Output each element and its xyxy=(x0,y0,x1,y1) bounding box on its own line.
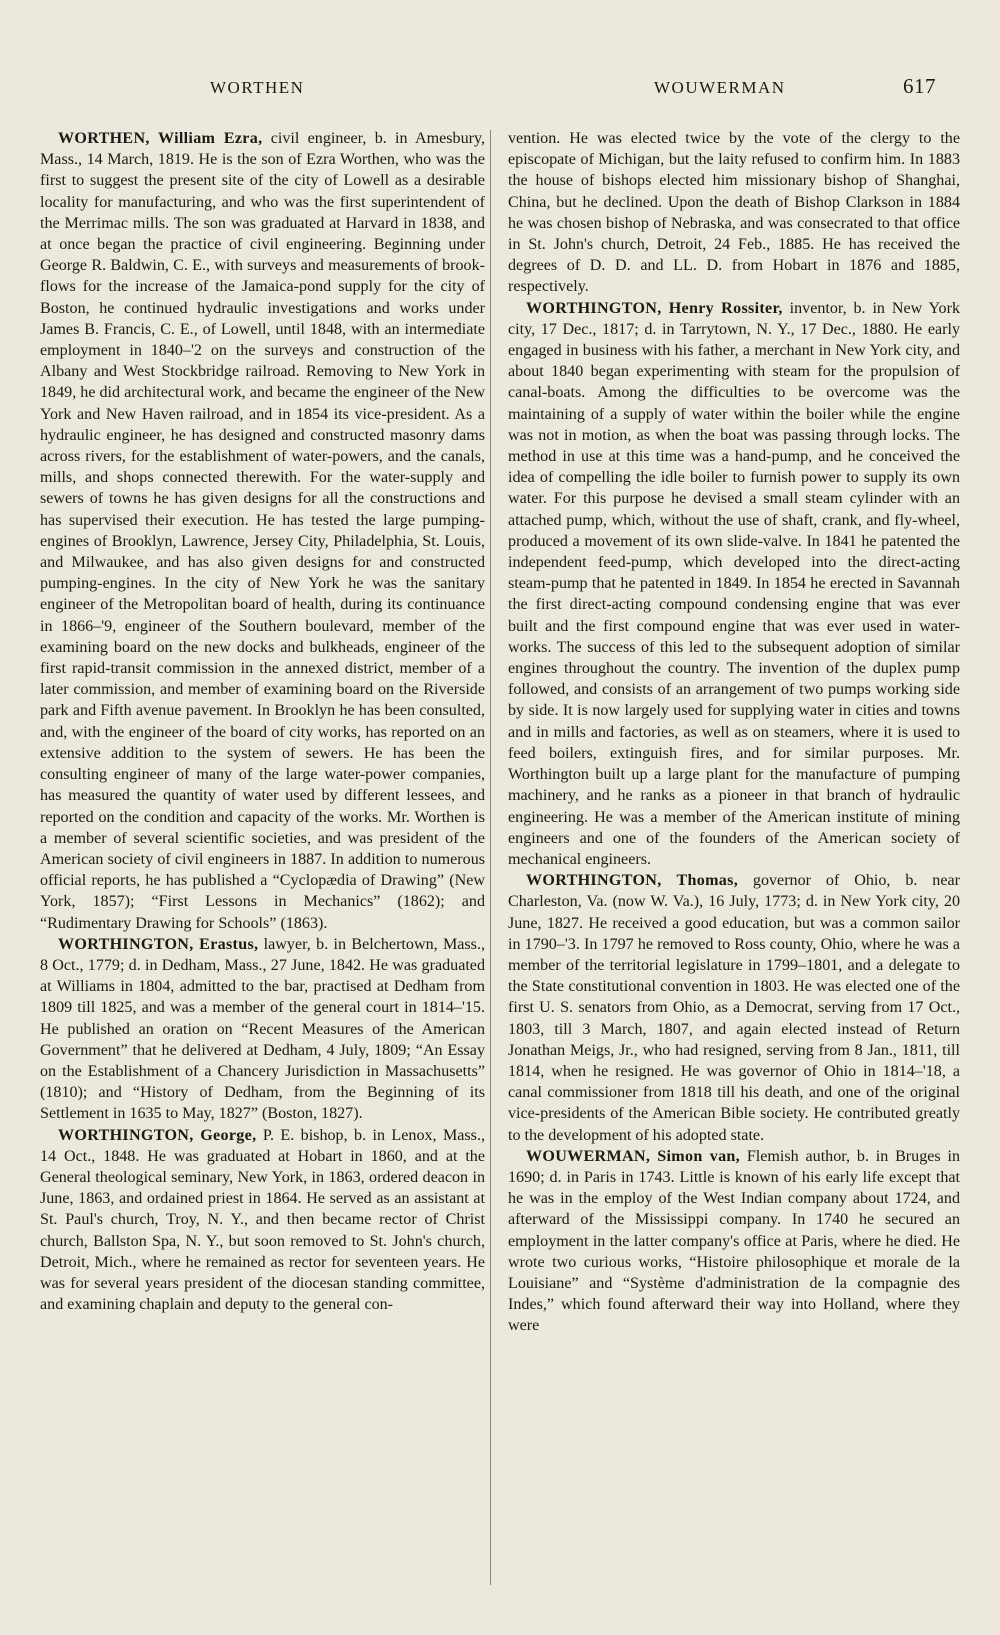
entry-text: lawyer, b. in Belchertown, Mass., 8 Oct., 1779; d. in Dedham, Mass., 27 June, 1842. He was graduated at Williams in 1804, admitted to the bar, practised at Dedham from 1809 till 1825, and was a member of the general court in 1814–'15. He published an oration on “Recent Measures of the American Government” that he delivered at Dedham, 4 July, 1809; “An Essay on the Establishment of a Chancery Jurisdiction in Massachusetts” (1810); and “History of Dedham, from the Beginning of its Settlement in 1635 to May, 1827” (Boston, 1827). xyxy=(40,935,485,1123)
entry-headword: WORTHEN, William Ezra, xyxy=(58,130,263,147)
entry-headword: WOUWERMAN, Simon van, xyxy=(526,1147,740,1165)
column-divider xyxy=(490,130,491,1585)
entry-headword: WORTHINGTON, George, xyxy=(58,1126,257,1144)
entry-text: civil engineer, b. in Amesbury, Mass., 14 March, 1819. He is the son of Ezra Worthen, who was the first to suggest the present site of the city of Lowell as a desirable locality for manufacturing, and who was the first superintendent of the Merrimac mills. The son was graduated at Harvard in 1838, and at once began the practice of civil engineering. Beginning under George R. Baldwin, C. E., with surveys and measurements of brook-flows for the increase of the Jamaica-pond supply for the city of Boston, he continued hydraulic investigations and works under James B. Francis, C. E., of Lowell, until 1848, with an intermediate employment in 1840–'2 on the surveys and construction of the Albany and West Stockbridge railroad. Removing to New York in 1849, he did architectural work, and became the engineer of the New York and New Haven railroad, and in 1854 its vice-president. As a hydraulic engineer, he has designed and constructed masonry dams across rivers, for the establishment of water-powers, and the canals, mills, and shops connected therewith. For the water-supply and sewers of towns he has given designs for all the constructions and has supervised their execution. He has tested the large pumping-engines of Brooklyn, Lawrence, Jersey City, Philadelphia, St. Louis, and Milwaukee, and has also given designs for and constructed pumping-engines. In the city of New York he was the sanitary engineer of the Metropolitan board of health, during its continuance in 1866–'9, engineer of the Southern boulevard, member of the examining board on the new docks and bulkheads, engineer of the first rapid-transit commission in the annexed district, member of a later commission, and member of examining board on the Riverside park and Fifth avenue pavement. In Brooklyn he has been consulted, and, with the engineer of the board of city works, has reported on an extensive addition to the system of sewers. He has been the consulting engineer of many of the large water-power companies, has measured the quantity of water used by different lessees, and reported on the condition and capacity of the works. Mr. Worthen is a member of several scientific societies, and was president of the American society of civil engineers in 1887. In addition to numerous official reports, he has published a “Cyclopædia of Drawing” (New York, 1857); “First Lessons in Mechanics” (1862); and “Rudimentary Drawing for Schools” (1863). xyxy=(40,130,486,932)
entry-text: inventor, b. in New York city, 17 Dec., 1817; d. in Tarrytown, N. Y., 17 Dec., 1880. He early engaged in business with his father, a merchant in New York city, and about 1840 began experimenting with steam for the propulsion of canal-boats. Among the difficulties to be overcome was the maintaining of a supply of water within the boiler while the engine was not in motion, as when the boat was passing through locks. The method in use at this time was a hand-pump, and he conceived the idea of compelling the idle boiler to furnish power to supply its own water. For this purpose he devised a small steam cylinder with an attached pump, which, without the use of shaft, crank, and fly-wheel, produced a movement of its own slide-valve. In 1841 he patented the independent feed-pump, which developed into the direct-acting steam-pump that he patented in 1849. In 1854 he erected in Savannah the first direct-acting compound condensing engine that was ever built and the first compound engine that was ever used in water-works. The success of this led to the subsequent adoption of similar engines throughout the country. The invention of the duplex pump followed, and consists of an arrangement of two pumps working side by side. It is now largely used for supplying water in cities and towns and in mills and factories, as well as on steamers, where it is used to feed boilers, extinguish fires, and for similar purposes. Mr. Worthington built up a large plant for the manufacture of pumping machinery, and he ranks as a pioneer in that branch of hydraulic engineering. He was a member of the American institute of mining engineers and one of the founders of the American society of mechanical engineers. xyxy=(508,299,960,868)
running-head xyxy=(0,76,1000,102)
entry-headword: WORTHINGTON, Erastus, xyxy=(58,935,259,953)
left-column xyxy=(40,128,485,1315)
entry-worthington-george xyxy=(40,1125,485,1316)
entry-worthington-henry xyxy=(508,298,960,870)
entry-headword: WORTHINGTON, Thomas, xyxy=(526,872,739,890)
entry-worthington-erastus xyxy=(40,934,485,1125)
entry-text: Flemish author, b. in Bruges in 1690; d. in Paris in 1743. Little is known of his early life except that he was in the employ of the West Indian company about 1724, and afterward of the Mississippi company. In 1740 he secured an employment in the latter company's office at Paris, where he died. He wrote two curious works, “Histoire philosophique et morale de la Louisiane” and “Système d'administration de la compagnie des Indes,” which found afterward their way into Holland, where they were xyxy=(508,1147,961,1335)
entry-worthen-william xyxy=(40,128,485,934)
entry-text: P. E. bishop, b. in Lenox, Mass., 14 Oct., 1848. He was graduated at Hobart in 1860, and at the General theological seminary, New York, in 1863, ordered deacon in June, 1863, and ordained priest in 1864. He served as an assistant at St. Paul's church, Troy, N. Y., and then became rector of Christ church, Ballston Spa, N. Y., but soon removed to St. John's church, Detroit, Mich., where he remained as rector for seventeen years. He was for several years president of the diocesan standing committee, and examining chaplain and deputy to the general con- xyxy=(40,1126,485,1314)
left-running-head: WORTHEN xyxy=(210,78,305,97)
entry-text: governor of Ohio, b. near Charleston, Va. (now W. Va.), 16 July, 1773; d. in New York city, 20 June, 1827. He received a good education, but was a common sailor in 1790–'3. In 1797 he removed to Ross county, Ohio, where he was a member of the territorial legislature in 1799–1801, and a delegate to the State constitutional convention in 1803. He was elected one of the first U. S. senators from Ohio, as a Democrat, serving from 17 Oct., 1803, till 3 March, 1807, and again elected instead of Return Jonathan Meigs, Jr., who had resigned, serving from 8 Jan., 1811, till 1814, when he resigned. He was governor of Ohio in 1814–'18, a canal commissioner from 1818 till his death, and one of the original vice-presidents of the American Bible society. He contributed greatly to the development of his adopted state. xyxy=(508,872,960,1144)
right-running-head: WOUWERMAN xyxy=(654,78,786,97)
entry-continuation: vention. He was elected twice by the vote of the clergy to the episcopate of Michigan, but the laity refused to confirm him. In 1883 the house of bishops elected him missionary bishop of Shanghai, China, but he declined. Upon the death of Bishop Clarkson in 1884 he was chosen bishop of Nebraska, and was consecrated to that office in St. John's church, Detroit, 24 Feb., 1885. He has received the degrees of D. D. and LL. D. from Hobart in 1876 and 1885, respectively. xyxy=(508,130,960,296)
entry-headword: WORTHINGTON, Henry Rossiter, xyxy=(526,299,783,317)
page-number: 617 xyxy=(903,74,936,98)
right-column xyxy=(508,128,960,1337)
entry-worthington-thomas xyxy=(508,870,960,1146)
entry-wouwerman-simon xyxy=(508,1146,960,1337)
